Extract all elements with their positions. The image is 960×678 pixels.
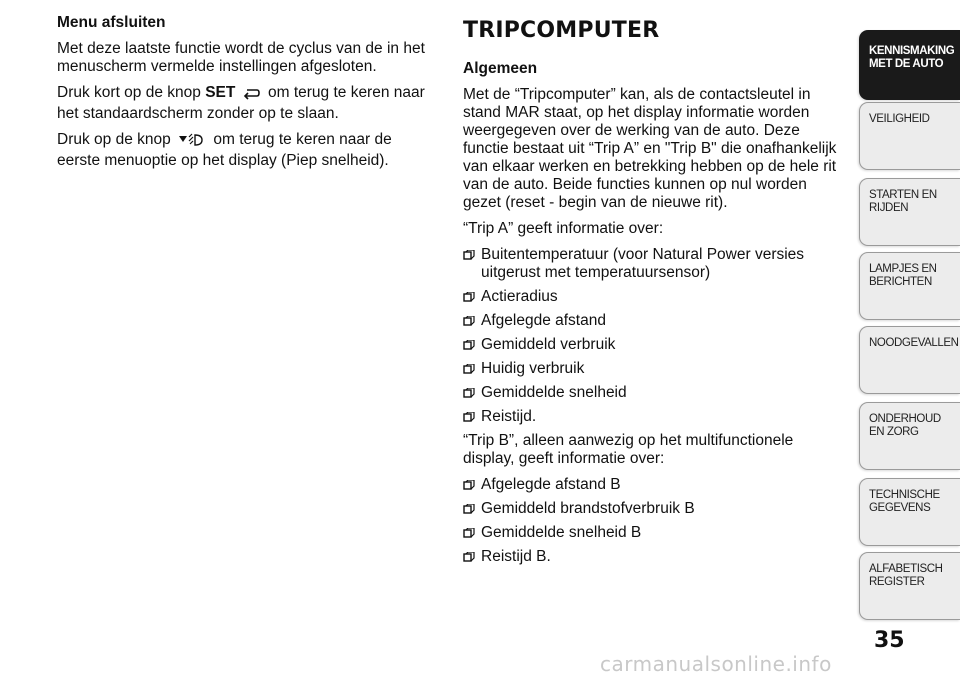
trip-a-intro: “Trip A” geeft informatie over: — [463, 220, 664, 237]
list-item-text: Gemiddelde snelheid B — [481, 524, 642, 541]
menu-paragraph-text: Druk op de knop — [57, 131, 171, 148]
list-item-text: Buitentemperatuur (voor Natural Power versies uitgerust met temperatuursensor) — [481, 246, 805, 281]
left-column — [57, 14, 427, 178]
list-item — [463, 288, 838, 306]
section-title: TRIPCOMPUTER — [463, 18, 660, 43]
list-item — [463, 524, 838, 542]
sidebar-tab[interactable]: NOODGEVALLEN — [859, 326, 960, 394]
chapter-sidebar — [859, 0, 960, 678]
sidebar-tab[interactable]: TECHNISCHE GEGEVENS — [859, 478, 960, 546]
list-item — [463, 548, 838, 566]
list-item — [463, 360, 838, 378]
list-item — [463, 500, 838, 518]
return-arrow-icon — [243, 87, 261, 105]
sidebar-tab[interactable]: VEILIGHEID — [859, 102, 960, 170]
down-arrow-voice-icon — [178, 133, 206, 152]
menu-close-paragraph: Met deze laatste functie wordt de cyclus van de in het menuscherm vermelde instellingen afgesloten. — [57, 40, 425, 75]
menu-button-paragraph — [57, 131, 427, 170]
sidebar-tab[interactable]: ALFABETISCH REGISTER — [859, 552, 960, 620]
general-subheading: Algemeen — [463, 60, 538, 77]
list-item-text: Huidig verbruik — [481, 360, 585, 377]
list-item-text: Afgelegde afstand — [481, 312, 606, 329]
watermark: carmanualsonline.info — [600, 652, 832, 676]
sidebar-tab[interactable]: ONDERHOUD EN ZORG — [859, 402, 960, 470]
list-item — [463, 246, 838, 282]
set-paragraph-text: Druk kort op de knop — [57, 84, 201, 101]
list-item-text: Afgelegde afstand B — [481, 476, 621, 493]
trip-a-list — [463, 246, 838, 426]
list-item — [463, 476, 838, 494]
set-label: SET — [205, 84, 236, 101]
menu-paragraph-text-after: om terug te keren naar de eerste menuoptie op het display (Piep snelheid). — [57, 131, 392, 169]
intro-paragraph: Met de “Tripcomputer” kan, als de contactsleutel in stand MAR staat, op het display informatie worden weergegeven over de werking van de auto. Deze functie bestaat uit “Trip A” en "Trip B" die onafhankelijk van elkaar werken en betrekking hebben op de hele rit van de auto. Beide functies kunnen op nul worden gezet (reset - begin van de nieuwe rit). — [463, 86, 837, 211]
list-item — [463, 384, 838, 402]
list-item — [463, 336, 838, 354]
sidebar-tab[interactable]: STARTEN EN RIJDEN — [859, 178, 960, 246]
menu-close-heading: Menu afsluiten — [57, 14, 166, 31]
list-item — [463, 312, 838, 330]
list-item-text: Gemiddelde snelheid — [481, 384, 627, 401]
set-paragraph-text-after: om terug te keren naar het standaardscherm zonder op te slaan. — [57, 84, 425, 122]
list-item-text: Gemiddeld verbruik — [481, 336, 616, 353]
list-item-text: Gemiddeld brandstofverbruik B — [481, 500, 695, 517]
list-item-text: Actieradius — [481, 288, 558, 305]
page-number: 35 — [874, 628, 905, 653]
trip-b-intro: “Trip B”, alleen aanwezig op het multifunctionele display, geeft informatie over: — [463, 432, 794, 467]
main-column — [463, 14, 838, 572]
list-item — [463, 408, 838, 426]
list-item-text: Reistijd. — [481, 408, 537, 425]
sidebar-tab[interactable]: LAMPJES EN BERICHTEN — [859, 252, 960, 320]
set-button-paragraph — [57, 84, 427, 123]
trip-b-list — [463, 476, 838, 566]
sidebar-tab[interactable]: KENNISMAKING MET DE AUTO — [859, 30, 960, 100]
list-item-text: Reistijd B. — [481, 548, 551, 565]
